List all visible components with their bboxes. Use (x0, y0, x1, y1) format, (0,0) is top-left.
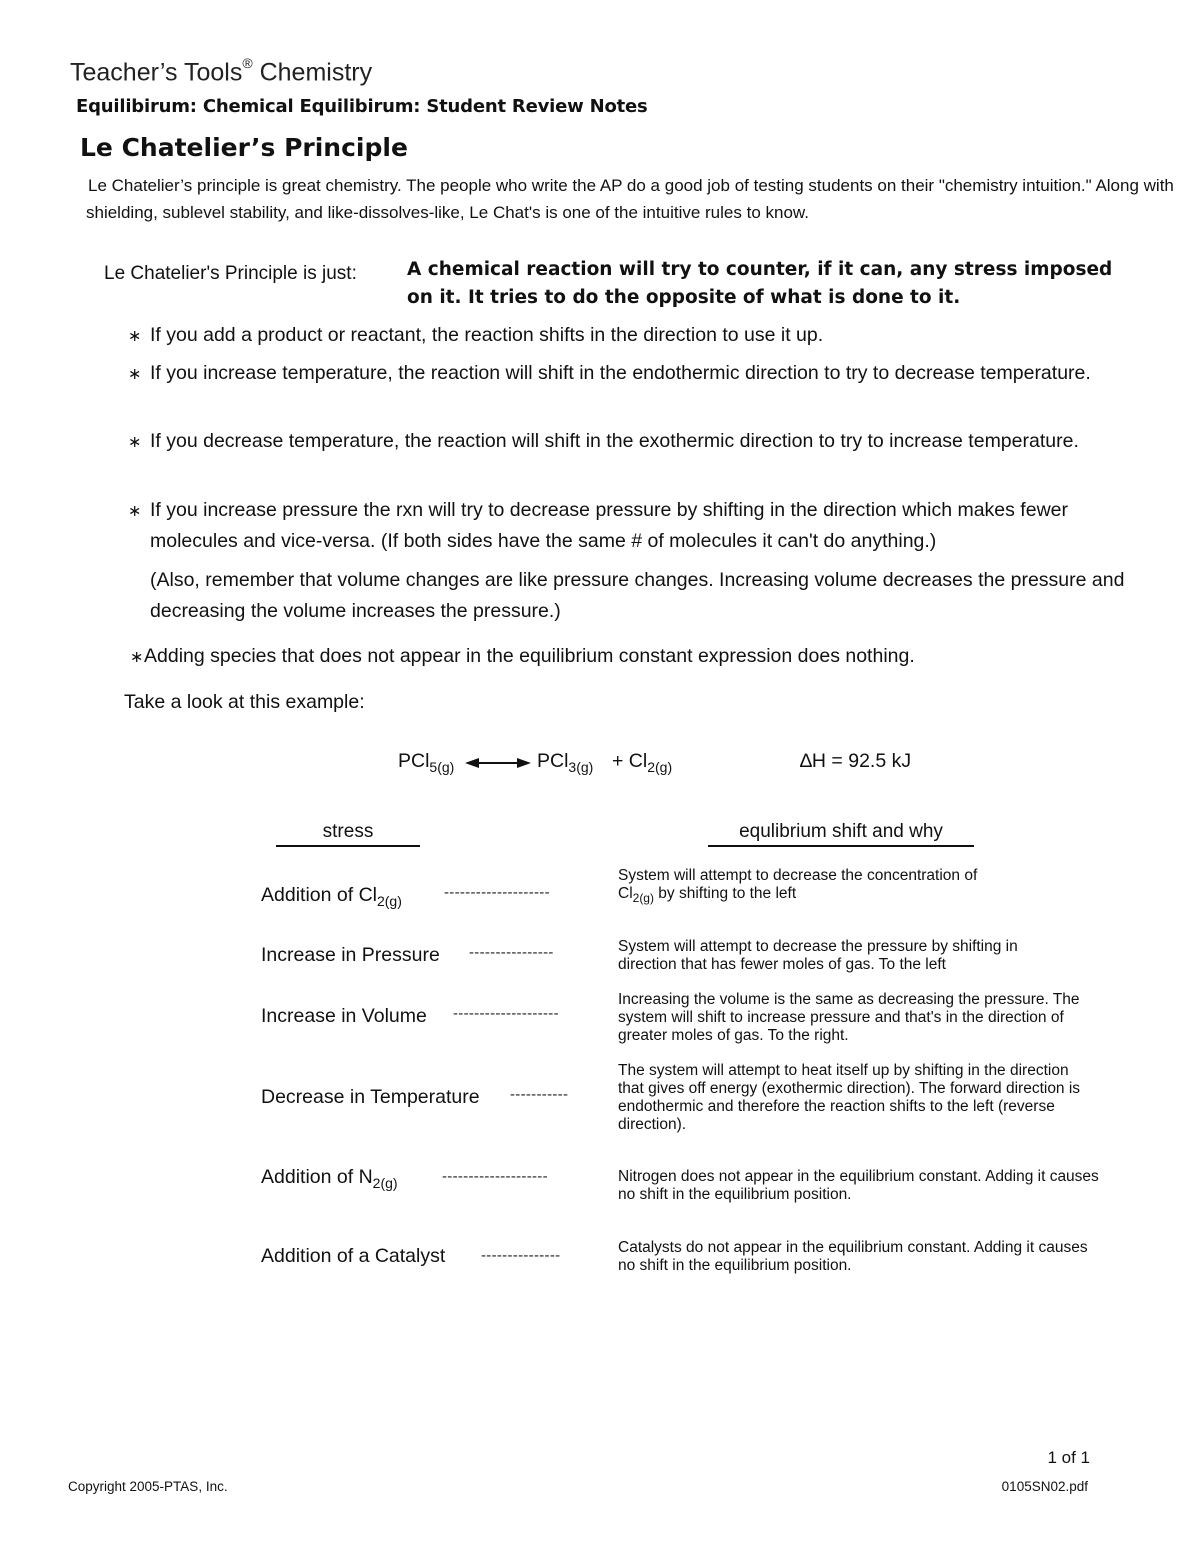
formula-subscript: 2(g) (632, 891, 654, 906)
rule-item (130, 641, 1154, 672)
bullet-star-icon: ∗ (128, 434, 142, 451)
explanation-line: System will attempt to decrease the concentration of (618, 867, 978, 884)
leader-dashes: ----------- (510, 1086, 569, 1103)
principle-statement: A chemical reaction will try to counter, if it can, any stress imposed on it. It tries to do the opposite of what is done to it. (407, 259, 1113, 308)
reactant-formula: PCl (398, 750, 430, 772)
stress-subscript: 2(g) (372, 1174, 398, 1191)
shift-explanation: System will attempt to decrease the pressure by shifting in direction that has fewer moles of gas. To the left (618, 938, 1018, 973)
explanation-text: by shifting to the left (653, 885, 797, 902)
rule-text: If you increase pressure the rxn will try to decrease pressure by shifting in the direction which makes fewer molecules and vice-versa. (If both sides have the same # of molecules it can't do anything.) (150, 499, 1068, 552)
equation-reactant (398, 750, 454, 775)
leader-dashes: ---------------- (469, 944, 554, 961)
equation-product-1 (537, 750, 593, 775)
copyright-notice: Copyright 2005-PTAS, Inc. (68, 1479, 228, 1494)
explanation-line (618, 885, 1118, 907)
stress-label: Increase in Pressure (261, 944, 440, 966)
stress-label: Increase in Volume (261, 1005, 427, 1027)
product2-subscript: 2(g) (647, 758, 673, 775)
rule-text: If you increase temperature, the reaction will shift in the endothermic direction to try to decrease temperature. (150, 362, 1091, 384)
rule-item (128, 426, 1110, 457)
stress-text: Addition of Cl (261, 884, 377, 906)
stress-label: Addition of a Catalyst (261, 1245, 446, 1267)
intro-paragraph: Le Chatelier’s principle is great chemistry. The people who write the AP do a good job of testing students on their "chemistry intuition." Along with shielding, sublevel stability, and like-dissolves-like, Le Chat's is one of the intuitive rules to know. (86, 176, 1174, 222)
reactant-subscript: 5(g) (429, 758, 455, 775)
stress-label (261, 884, 402, 909)
column-underline (708, 845, 974, 847)
file-name: 0105SN02.pdf (1001, 1479, 1088, 1494)
rule-item (128, 358, 1110, 389)
shift-explanation: Nitrogen does not appear in the equilibrium constant. Adding it causes no shift in the equilibrium position. (618, 1168, 1099, 1203)
shift-explanation: Catalysts do not appear in the equilibrium constant. Adding it causes no shift in the equilibrium position. (618, 1239, 1088, 1274)
shift-explanation: The system will attempt to heat itself up by shifting in the direction that gives off energy (exothermic direction). The forward direction is endothermic and therefore the reaction shifts to the left (reverse direction). (618, 1062, 1081, 1133)
stress-subscript: 2(g) (376, 892, 402, 909)
rule-text: If you decrease temperature, the reaction will shift in the exothermic direction to try to increase temperature. (150, 430, 1079, 452)
leader-dashes: -------------------- (453, 1005, 559, 1022)
product1-subscript: 3(g) (568, 758, 594, 775)
example-intro: Take a look at this example: (124, 691, 365, 713)
shift-explanation: Increasing the volume is the same as decreasing the pressure. The system will shift to increase pressure and that's in the direction of greater moles of gas. To the right. (618, 991, 1080, 1044)
leader-dashes: -------------------- (444, 884, 550, 901)
rule-item (128, 495, 1160, 557)
leader-dashes: --------------- (481, 1247, 561, 1264)
bullet-star-icon: ∗ (130, 649, 144, 666)
page-title: Le Chatelier’s Principle (80, 133, 408, 162)
bullet-star-icon: ∗ (128, 366, 142, 383)
rule-item (128, 320, 1160, 351)
page-number: 1 of 1 (1047, 1448, 1090, 1467)
product1-formula: PCl (537, 750, 569, 772)
stress-label: Decrease in Temperature (261, 1086, 480, 1108)
shift-explanation (618, 867, 1118, 907)
leader-dashes: -------------------- (442, 1168, 548, 1185)
column-header-stress: stress (322, 821, 374, 842)
equilibrium-arrow-icon (465, 753, 531, 773)
document-subtitle: Equilibirum: Chemical Equilibirum: Student Review Notes (76, 96, 648, 117)
stress-label (261, 1166, 398, 1191)
equation-product-2 (612, 750, 672, 775)
rule-text: Adding species that does not appear in the equilibrium constant expression does nothing. (144, 645, 915, 667)
principle-label: Le Chatelier's Principle is just: (104, 263, 357, 284)
enthalpy-value: ∆H = 92.5 kJ (800, 750, 912, 772)
volume-note: (Also, remember that volume changes are like pressure changes. Increasing volume decreases the pressure and decreasing the volume increases the pressure.) (150, 569, 1125, 622)
bullet-star-icon: ∗ (128, 503, 142, 520)
stress-text: Addition of N (261, 1166, 373, 1188)
column-underline (276, 845, 420, 847)
brand-title (70, 55, 373, 87)
brand-name: Teacher’s Tools (70, 58, 243, 87)
product2-formula: + Cl (612, 750, 648, 772)
formula-text: Cl (618, 885, 633, 902)
registered-mark: ® (242, 55, 253, 71)
column-header-shift: equlibrium shift and why (739, 821, 943, 842)
rule-text: If you add a product or reactant, the reaction shifts in the direction to use it up. (150, 324, 824, 346)
bullet-star-icon: ∗ (128, 328, 142, 345)
brand-subject: Chemistry (252, 58, 373, 87)
